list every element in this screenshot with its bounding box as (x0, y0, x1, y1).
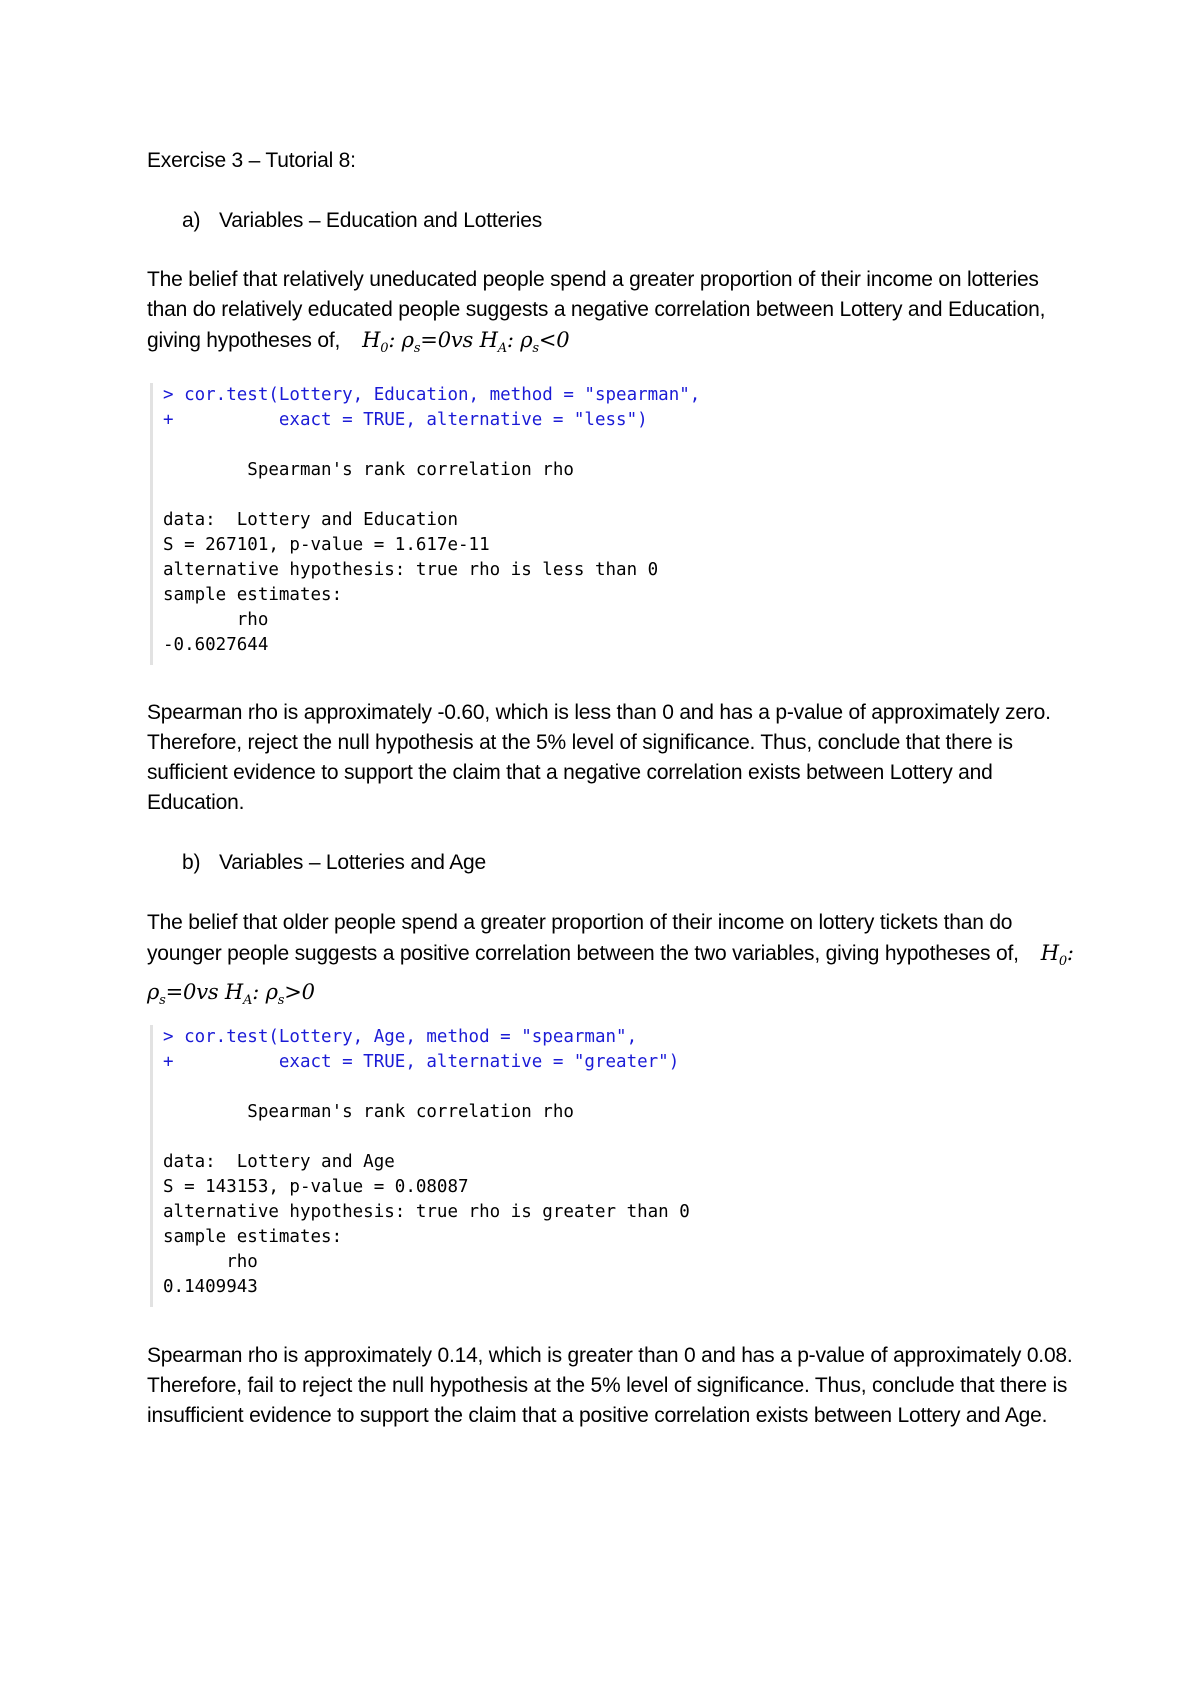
section-b-heading (182, 848, 486, 878)
console-output-rho-label: rho (163, 1252, 258, 1272)
exercise-title: Exercise 3 – Tutorial 8: (147, 149, 356, 172)
section-a-conclusion: Spearman rho is approximately -0.60, which is less than 0 and has a p-value of approximately zero. Therefore, reject the null hypothesis at the 5% level of significance. Thus, conclude that there is sufficient evidence to support the claim that a negative correlation exists between Lottery and Education. (147, 701, 1051, 814)
console-output-data: data: Lottery and Age (163, 1152, 395, 1172)
console-output-title: Spearman's rank correlation rho (163, 1102, 574, 1122)
section-b-intro (147, 908, 1077, 1016)
console-command-line: > cor.test(Lottery, Age, method = "spearman", (163, 1027, 638, 1047)
console-output-sample-estimates: sample estimates: (163, 1227, 343, 1247)
section-a-label: a) (182, 209, 201, 232)
console-command-line: > cor.test(Lottery, Education, method = "spearman", (163, 385, 701, 405)
console-output-alternative: alternative hypothesis: true rho is greater than 0 (163, 1202, 690, 1222)
section-a-intro (147, 265, 1077, 364)
console-output-statistic: S = 143153, p-value = 0.08087 (163, 1177, 469, 1197)
section-b-hypothesis: $H_0$: $\rho_s=0vs$ $H_A$: $\rho_s>0$ (147, 941, 1074, 1009)
console-output-statistic: S = 267101, p-value = 1.617e-11 (163, 535, 490, 555)
section-a-title: Variables – Education and Lotteries (219, 209, 542, 232)
section-a-heading (182, 206, 542, 236)
section-a-r-console (150, 383, 723, 665)
section-b-conclusion: Spearman rho is approximately 0.14, which is greater than 0 and has a p-value of approximately 0.08. Therefore, fail to reject the null hypothesis at the 5% level of significance. Thus, conclude that there is insufficient evidence to support the claim that a positive correlation exists between Lottery and Age. (147, 1344, 1073, 1427)
console-output-alternative: alternative hypothesis: true rho is less than 0 (163, 560, 659, 580)
section-a-hypothesis: $H_0$: $\rho_s=0vs$ $H_A$: $\rho_s<0$ (362, 328, 570, 357)
console-continuation-line: + exact = TRUE, alternative = "greater") (163, 1052, 680, 1072)
console-output-rho-label: rho (163, 610, 269, 630)
console-output-rho-value: 0.1409943 (163, 1277, 258, 1297)
console-continuation-line: + exact = TRUE, alternative = "less") (163, 410, 648, 430)
console-output-data: data: Lottery and Education (163, 510, 459, 530)
console-output-title: Spearman's rank correlation rho (163, 460, 574, 480)
section-a-intro-text: The belief that relatively uneducated people spend a greater proportion of their income on lotteries than do relatively educated people suggests a negative correlation between Lottery and Education, giving hypotheses of, (147, 268, 1046, 352)
section-b-r-console (150, 1025, 723, 1307)
section-b-intro-text: The belief that older people spend a greater proportion of their income on lottery tickets than do younger people suggests a positive correlation between the two variables, giving hypotheses of, (147, 911, 1019, 965)
console-output-rho-value: -0.6027644 (163, 635, 269, 655)
console-output-sample-estimates: sample estimates: (163, 585, 343, 605)
section-b-title: Variables – Lotteries and Age (219, 851, 486, 874)
section-b-label: b) (182, 851, 201, 874)
